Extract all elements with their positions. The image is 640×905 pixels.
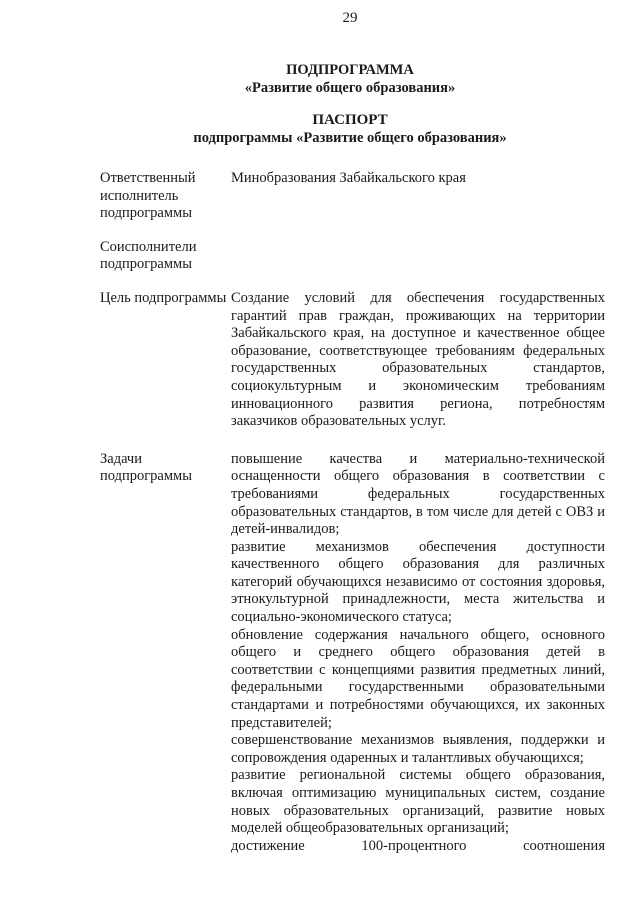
value-tasks bbox=[231, 451, 605, 856]
task-item: обновление содержания начального общего, основного общего и среднего общего образования детей в соответствии с концепциями развития предметных линий, федеральными государственными образовательными стандартами и потребностями обучающихся, их законных представителей; bbox=[231, 626, 605, 731]
row-coexecutors bbox=[100, 239, 605, 274]
value-coexecutors bbox=[231, 239, 605, 274]
label-tasks: Задачи подпрограммы bbox=[100, 450, 192, 485]
passport-heading: ПАСПОРТ bbox=[312, 112, 388, 128]
task-item: достижение 100-процентного соотношения bbox=[231, 837, 605, 854]
task-item: развитие региональной системы общего образования, включая оптимизацию муниципальных систем, создание новых образовательных организаций, развитие новых моделей общеобразовательных организаций; bbox=[231, 767, 605, 837]
label-goal: Цель подпрограммы bbox=[100, 289, 227, 306]
page-number: 29 bbox=[342, 10, 358, 26]
row-responsible bbox=[100, 170, 605, 223]
label-responsible: Ответственный исполнитель подпрограммы bbox=[100, 170, 196, 222]
subprogram-heading: ПОДПРОГРАММА bbox=[286, 62, 414, 78]
task-item: развитие механизмов обеспечения доступности качественного общего образования для различных категорий обучающихся независимо от состояния здоровья, этнокультурной принадлежности, места жительства и социально-экономического статуса; bbox=[231, 538, 605, 626]
row-tasks bbox=[100, 451, 605, 856]
value-goal: Создание условий для обеспечения государственных гарантий прав граждан, проживающих на территории Забайкальского края, на доступное и качественное общее образование, соответствующее требованиям федеральных государственных образовательных стандартов, социокультурным и экономическим требованиям инновационного развития региона, потребностям заказчиков образовательных услуг. bbox=[231, 289, 605, 430]
row-goal bbox=[100, 290, 605, 431]
subprogram-name: «Развитие общего образования» bbox=[244, 80, 456, 96]
task-item: повышение качества и материально-технической оснащенности общего образования в соответствии с требованиями федеральных государственных образовательных стандартов, в том числе для детей с ОВЗ и детей-инвалидов; bbox=[231, 450, 605, 538]
passport-table bbox=[100, 170, 605, 855]
passport-subtitle: подпрограммы «Развитие общего образования» bbox=[193, 130, 507, 146]
label-coexecutors: Соисполнители подпрограммы bbox=[100, 238, 197, 273]
value-responsible: Минобразования Забайкальского края bbox=[231, 170, 466, 186]
task-item: совершенствование механизмов выявления, поддержки и сопровождения одаренных и талантливых обучающихся; bbox=[231, 732, 605, 766]
